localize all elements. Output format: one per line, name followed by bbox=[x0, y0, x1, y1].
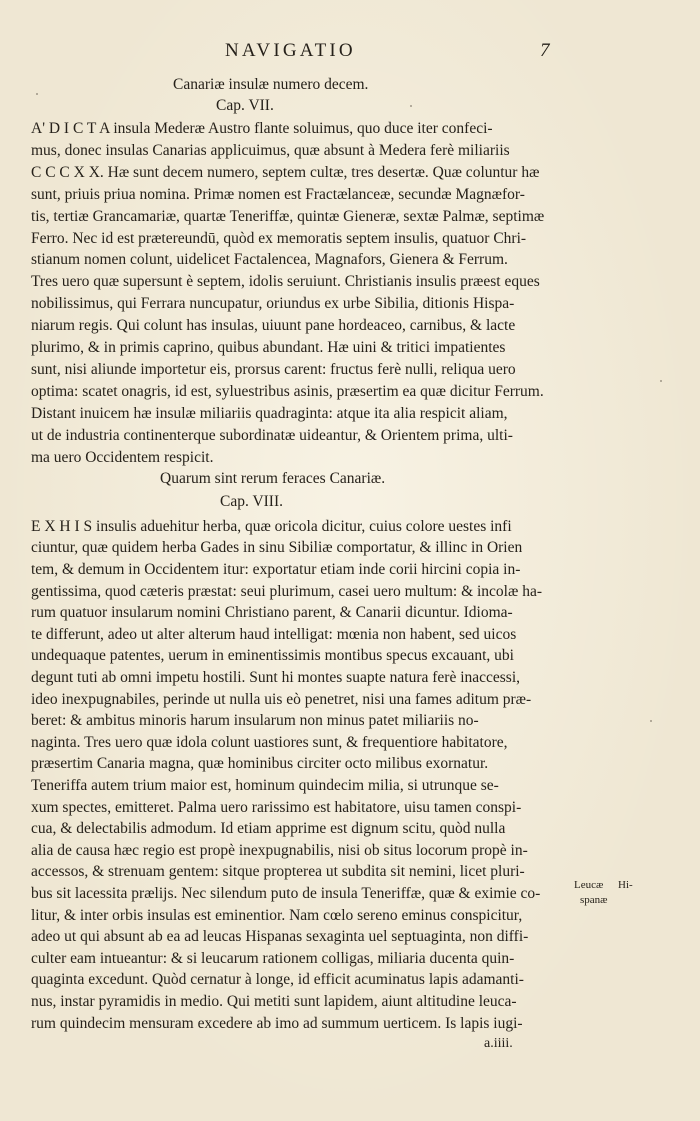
chapter-7-line: A' D I C T A insula Mederæ Austro flante soluimus, quo duce iter confeci- bbox=[31, 120, 493, 137]
chapter-8-line: alia de causa hæc regio est propè inexpugnabilis, nisi ob situs locorum propè in- bbox=[31, 842, 528, 859]
chapter-8-line: te differunt, adeo ut alter alterum haud intelligat: mœnia non habent, sed uicos bbox=[31, 626, 517, 643]
chapter-8-line: cua, & delectabilis admodum. Id etiam apprime est dignum scitu, quòd nulla bbox=[31, 820, 506, 837]
chapter-8-line: litur, & inter orbis insulas est eminentior. Nam cœlo sereno eminus conspicitur, bbox=[31, 907, 523, 924]
chapter-8-line: adeo ut qui absunt ab ea ad leucas Hispanas sexaginta uel septuaginta, non diffi- bbox=[31, 928, 529, 945]
chapter-7-line: stianum nomen colunt, uidelicet Factalencea, Magnafors, Gienera & Ferrum. bbox=[31, 251, 508, 268]
chapter-7-line: plurimo, & in primis caprino, quibus abundant. Hæ uini & tritici impatientes bbox=[31, 339, 506, 356]
chapter-8-title: Quarum sint rerum feraces Canariæ. bbox=[160, 470, 386, 487]
chapter-8-line: undequaque patentes, uerum in eminentissimis montibus specus excauant, ubi bbox=[31, 647, 514, 664]
chapter-7-line: Ferro. Nec id est prætereundū, quòd ex memoratis septem insulis, quatuor Chri- bbox=[31, 230, 527, 247]
chapter-8-line: xum spectes, emitteret. Palma uero rarissimo est habitatore, uisu tamen conspi- bbox=[31, 799, 522, 816]
chapter-8-line: quaginta excedunt. Quòd cernatur à longe, id efficit acuminatus lapis adamanti- bbox=[31, 971, 524, 988]
marginal-note-spanae: spanæ bbox=[580, 894, 608, 906]
chapter-8-line: tem, & demum in Occidentem itur: exportatur etiam inde corii hircini copia in- bbox=[31, 561, 521, 578]
chapter-7-line: C C C X X. Hæ sunt decem numero, septem cultæ, tres desertæ. Quæ coluntur hæ bbox=[31, 164, 540, 181]
chapter-7-line: Tres uero quæ supersunt è septem, idolis seruiunt. Christianis insulis præest eques bbox=[31, 273, 540, 290]
paper-speck bbox=[410, 105, 412, 107]
chapter-7-line: ut de industria continenterque subordinatæ uideantur, & Orientem prima, ulti- bbox=[31, 427, 513, 444]
chapter-8-line: bus sit lacessita prælijs. Nec silendum puto de insula Teneriffæ, quæ & eximie co- bbox=[31, 885, 541, 902]
marginal-note-hi: Hi- bbox=[618, 879, 633, 891]
chapter-8-line: culter eam intueantur: & si leucarum rationem colligas, miliaria ducenta quin- bbox=[31, 950, 515, 967]
chapter-7-line: sunt, priuis priua nomina. Primæ nomen est Fractælanceæ, secundæ Magnæfor- bbox=[31, 186, 525, 203]
running-head-title: NAVIGATIO bbox=[225, 40, 356, 61]
chapter-8-line: præsertim Canaria magna, quæ hominibus circiter octo milibus exornatur. bbox=[31, 755, 489, 772]
marginal-note-leucae: Leucæ bbox=[574, 879, 604, 891]
catchword-signature: a.iiii. bbox=[484, 1036, 513, 1051]
chapter-7-line: Distant inuicem hæ insulæ miliariis quadraginta: atque ita alia respicit aliam, bbox=[31, 405, 508, 422]
chapter-7-line: sunt, nisi aliunde importetur eis, prorsus carent: fructus ferè nulli, reliqua uero bbox=[31, 361, 516, 378]
page-number: 7 bbox=[540, 40, 550, 61]
chapter-7-cap: Cap. VII. bbox=[216, 97, 274, 114]
chapter-8-line: degunt tuti ab omni impetu hostili. Sunt hi montes suapte natura ferè inaccessi, bbox=[31, 669, 521, 686]
chapter-7-line: nobilissimus, qui Ferrara nuncupatur, oriundus ex urbe Sibilia, ditionis Hispa- bbox=[31, 295, 515, 312]
chapter-7-line: ma uero Occidentem respicit. bbox=[31, 449, 214, 466]
chapter-7-line: mus, donec insulas Canarias applicuimus, quæ absunt à Medera ferè miliariis bbox=[31, 142, 510, 159]
chapter-8-line: beret: & ambitus minoris harum insularum non minus patet miliariis no- bbox=[31, 712, 479, 729]
paper-speck bbox=[36, 93, 38, 95]
chapter-8-line: nus, instar pyramidis in medio. Qui metiti sunt lapidem, aiunt altitudine leuca- bbox=[31, 993, 517, 1010]
paper-speck bbox=[660, 380, 662, 382]
chapter-8-line: gentissima, quod cæteris præstat: seui plurimum, casei uero multum: & incolæ ha- bbox=[31, 583, 542, 600]
chapter-7-title: Canariæ insulæ numero decem. bbox=[173, 76, 369, 93]
chapter-8-line: naginta. Tres uero quæ idola colunt uastiores sunt, & frequentiore habitatore, bbox=[31, 734, 508, 751]
chapter-8-line: ideo inexpugnabiles, perinde ut nulla uis eò penetret, nisi una fames aditum præ- bbox=[31, 691, 532, 708]
chapter-8-line: ciuntur, quæ quidem herba Gades in sinu Sibiliæ comportatur, & illinc in Orien bbox=[31, 539, 523, 556]
chapter-8-cap: Cap. VIII. bbox=[220, 493, 283, 510]
chapter-7-line: tis, tertiæ Grancamariæ, quartæ Teneriffæ, quintæ Gieneræ, sextæ Palmæ, septimæ bbox=[31, 208, 545, 225]
chapter-7-line: optima: scatet onagris, id est, syluestribus asinis, præsertim ea quæ dicitur Ferrum. bbox=[31, 383, 544, 400]
chapter-8-line: accessos, & strenuam gentem: sitque propterea ut subdita sit nemini, licet pluri- bbox=[31, 863, 525, 880]
chapter-7-line: niarum regis. Qui colunt has insulas, uiuunt pane hordeaceo, carnibus, & lacte bbox=[31, 317, 516, 334]
chapter-8-line: rum quatuor insularum nomini Christiano parent, & Canarii dicuntur. Idioma- bbox=[31, 604, 513, 621]
chapter-8-line: E X H I S insulis aduehitur herba, quæ oricola dicitur, cuius colore uestes infi bbox=[31, 518, 512, 535]
paper-speck bbox=[650, 720, 652, 722]
chapter-8-line: rum quindecim mensuram excedere ab imo ad summum uerticem. Is lapis iugi- bbox=[31, 1015, 523, 1032]
chapter-8-line: Teneriffa autem trium maior est, hominum quindecim milia, si utrunque se- bbox=[31, 777, 499, 794]
